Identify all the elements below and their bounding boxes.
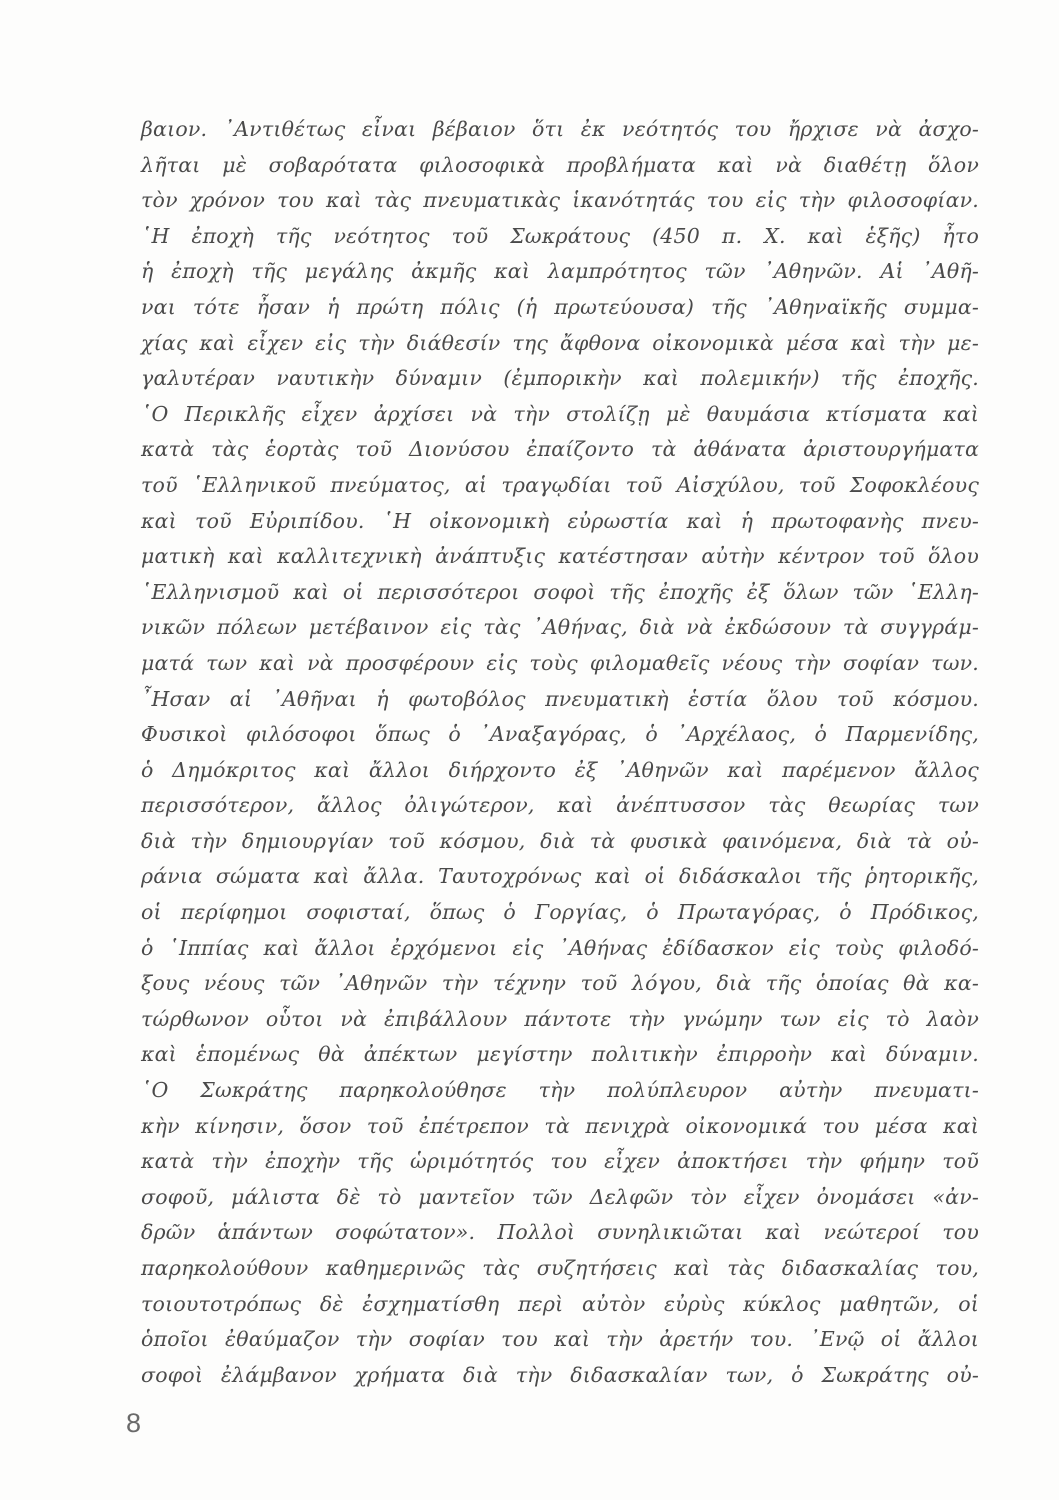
text-line: ῏Ησαν αἱ ᾿Αθῆναι ἡ φωτοβόλος πνευματικὴ ἑστία ὅλου τοῦ κόσμου. — [141, 686, 979, 711]
text-line: ράνια σώματα καὶ ἄλλα. Ταυτοχρόνως καὶ οἱ διδάσκαλοι τῆς ῥητορικῆς, — [141, 864, 979, 889]
text-line: ὁ Δημόκριτος καὶ ἄλλοι διήρχοντο ἐξ ᾿Αθηνῶν καὶ παρέμενον ἄλλος — [141, 757, 979, 782]
text-line: δρῶν ἁπάντων σοφώτατον». Πολλοὶ συνηλικιῶται καὶ νεώτεροί του — [141, 1220, 979, 1245]
text-line: ῾Ο Σωκράτης παρηκολούθησε τὴν πολύπλευρον αὐτὴν πνευματι- — [141, 1078, 979, 1103]
text-line: λῆται μὲ σοβαρότατα φιλοσοφικὰ προβλήματα καὶ νὰ διαθέτῃ ὅλον — [141, 152, 979, 177]
text-line: τοιουτοτρόπως δὲ ἐσχηματίσθη περὶ αὐτὸν εὐρὺς κύκλος μαθητῶν, οἱ — [141, 1291, 979, 1316]
text-line: καὶ ἑπομένως θὰ ἀπέκτων μεγίστην πολιτικὴν ἐπιρροὴν καὶ δύναμιν. — [141, 1042, 979, 1067]
text-line: γαλυτέραν ναυτικὴν δύναμιν (ἐμπορικὴν καὶ πολεμικήν) τῆς ἐποχῆς. — [141, 366, 979, 391]
text-line: Φυσικοὶ φιλόσοφοι ὅπως ὁ ᾿Αναξαγόρας, ὁ ᾿Αρχέλαος, ὁ Παρμενίδης, — [141, 722, 979, 747]
text-line: κὴν κίνησιν, ὅσον τοῦ ἐπέτρεπον τὰ πενιχρὰ οἰκονομικά του μέσα καὶ — [141, 1113, 979, 1138]
text-line: ῾Ο Περικλῆς εἶχεν ἀρχίσει νὰ τὴν στολίζῃ μὲ θαυμάσια κτίσματα καὶ — [141, 401, 979, 426]
text-line: τὸν χρόνον του καὶ τὰς πνευματικὰς ἱκανότητάς του εἰς τὴν φιλοσοφίαν. — [141, 188, 979, 213]
text-line: τώρθωνον οὗτοι νὰ ἐπιβάλλουν πάντοτε τὴν γνώμην των εἰς τὸ λαὸν — [141, 1006, 979, 1031]
text-line: ματικὴ καὶ καλλιτεχνικὴ ἀνάπτυξις κατέστησαν αὐτὴν κέντρον τοῦ ὅλου — [141, 544, 979, 569]
text-line: διὰ τὴν δημιουργίαν τοῦ κόσμου, διὰ τὰ φυσικὰ φαινόμενα, διὰ τὰ οὐ- — [141, 828, 979, 853]
text-line: βαιον. ᾿Αντιθέτως εἶναι βέβαιον ὅτι ἐκ νεότητός του ἤρχισε νὰ ἀσχο- — [141, 117, 979, 141]
text-line: ῾Η ἐποχὴ τῆς νεότητος τοῦ Σωκράτους (450 π. Χ. καὶ ἑξῆς) ἦτο — [141, 223, 979, 248]
text-line: παρηκολούθουν καθημερινῶς τὰς συζητήσεις καὶ τὰς διδασκαλίας του, — [141, 1256, 979, 1280]
text-line: ὁ ῾Ιππίας καὶ ἄλλοι ἐρχόμενοι εἰς ᾿Αθήνας ἐδίδασκον εἰς τοὺς φιλοδό- — [141, 935, 979, 960]
text-line: κατὰ τὴν ἐποχὴν τῆς ὡριμότητός του εἶχεν ἀποκτήσει τὴν φήμην τοῦ — [141, 1149, 979, 1174]
text-line: χίας καὶ εἶχεν εἰς τὴν διάθεσίν της ἄφθονα οἰκονομικὰ μέσα καὶ τὴν με- — [141, 330, 979, 355]
text-line: τοῦ ῾Ελληνικοῦ πνεύματος, αἱ τραγῳδίαι τοῦ Αἰσχύλου, τοῦ Σοφοκλέους — [141, 472, 979, 497]
text-line: ξους νέους τῶν ᾿Αθηνῶν τὴν τέχνην τοῦ λόγου, διὰ τῆς ὁποίας θὰ κα- — [141, 971, 979, 996]
body-text — [141, 112, 979, 1393]
text-line: νικῶν πόλεων μετέβαινον εἰς τὰς ᾿Αθήνας, διὰ νὰ ἐκδώσουν τὰ συγγράμ- — [141, 615, 979, 640]
text-line: σοφοὶ ἐλάμβανον χρήματα διὰ τὴν διδασκαλίαν των, ὁ Σωκράτης οὐ- — [141, 1362, 979, 1387]
text-line: ναι τότε ἦσαν ἡ πρώτη πόλις (ἡ πρωτεύουσα) τῆς ᾿Αθηναϊκῆς συμμα- — [141, 294, 979, 319]
text-line: σοφοῦ, μάλιστα δὲ τὸ μαντεῖον τῶν Δελφῶν τὸν εἶχεν ὀνομάσει «ἀν- — [141, 1184, 979, 1209]
text-line: περισσότερον, ἄλλος ὀλιγώτερον, καὶ ἀνέπτυσσον τὰς θεωρίας των — [141, 793, 979, 818]
text-line: καὶ τοῦ Εὐριπίδου. ῾Η οἰκονομικὴ εὐρωστία καὶ ἡ πρωτοφανὴς πνευ- — [141, 508, 979, 533]
text-line: ὁποῖοι ἐθαύμαζον τὴν σοφίαν του καὶ τὴν ἀρετήν του. ᾿Ενῷ οἱ ἄλλοι — [141, 1327, 979, 1352]
page-number: 8 — [126, 1408, 142, 1438]
text-line: οἱ περίφημοι σοφισταί, ὅπως ὁ Γοργίας, ὁ Πρωταγόρας, ὁ Πρόδικος, — [141, 900, 979, 925]
text-line: κατὰ τὰς ἑορτὰς τοῦ Διονύσου ἐπαίζοντο τὰ ἀθάνατα ἀριστουργήματα — [141, 437, 979, 462]
text-line: ματά των καὶ νὰ προσφέρουν εἰς τοὺς φιλομαθεῖς νέους τὴν σοφίαν των. — [141, 650, 979, 675]
text-line: ἡ ἐποχὴ τῆς μεγάλης ἀκμῆς καὶ λαμπρότητος τῶν ᾿Αθηνῶν. Αἱ ᾿Αθῆ- — [141, 259, 979, 284]
text-line: ῾Ελληνισμοῦ καὶ οἱ περισσότεροι σοφοὶ τῆς ἐποχῆς ἐξ ὅλων τῶν ῾Ελλη- — [141, 579, 979, 604]
